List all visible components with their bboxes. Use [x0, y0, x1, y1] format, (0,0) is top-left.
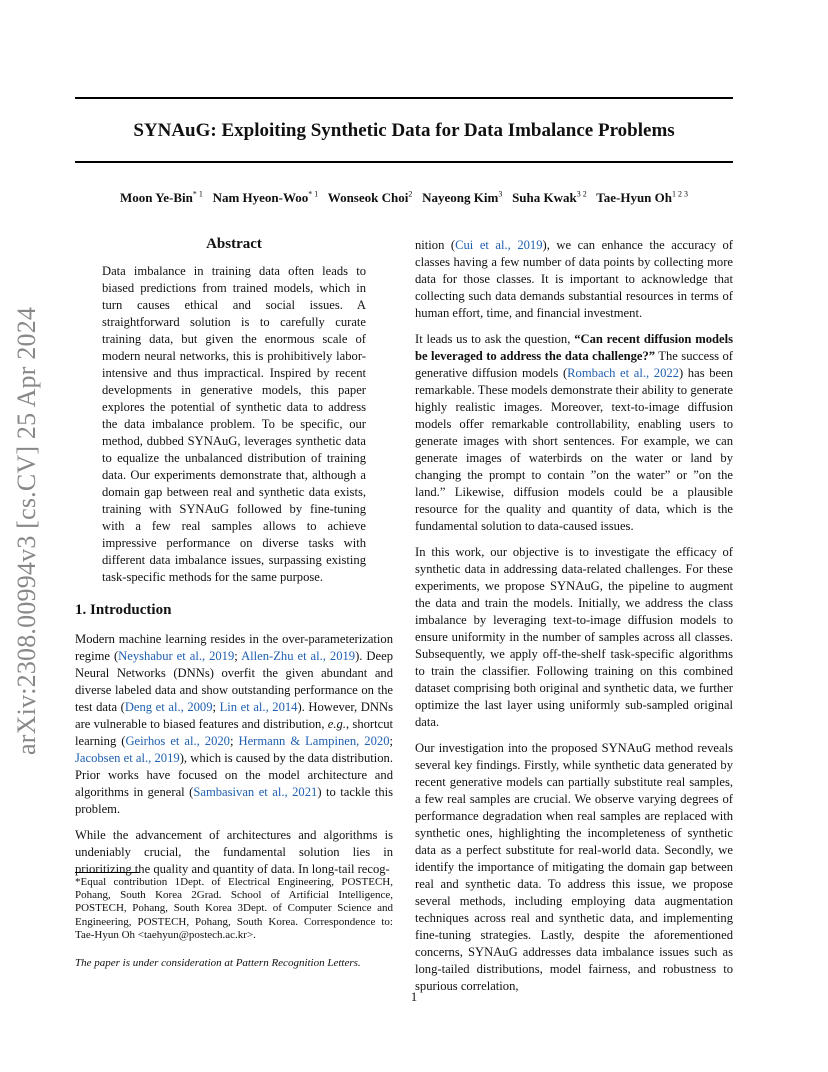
- citation-link[interactable]: Hermann & Lampinen, 2020: [238, 734, 390, 748]
- right-column: [415, 237, 733, 1004]
- paragraph: While the advancement of architectures and algorithms is undeniably crucial, the fundamental solution lies in prioritizing the quality and quantity of data. In long-tail recog-: [75, 828, 393, 876]
- review-notice: The paper is under consideration at Pattern Recognition Letters.: [75, 957, 361, 969]
- title-bottom-rule: [75, 161, 733, 163]
- citation-link[interactable]: Geirhos et al., 2020: [125, 734, 230, 748]
- title-top-rule: [75, 97, 733, 99]
- section-heading-introduction: 1. Introduction: [75, 602, 172, 618]
- citation-link[interactable]: Sambasivan et al., 2021: [193, 785, 318, 799]
- paragraph: It leads us to ask the question, “Can recent diffusion models be leveraged to address the data challenge?” The success of generative diffusion models (Rombach et al., 2022) has been remarkable. These models demonstrate their ability to generate highly realistic images. Moreover, text-to-image diffusion models offer remarkable controllability, enabling users to generate images with short sentences. For example, we can generate images of waterbirds on the water or land by changing the prompt to contain ”on the water” or ”on the land.” Likewise, diffusion models could be a plausible resource for the quality and quantity of data, which is the fundamental solution to data-caused issues.: [415, 332, 734, 533]
- paper-title: SYNAuG: Exploiting Synthetic Data for Data Imbalance Problems: [133, 120, 675, 141]
- abstract-text: Data imbalance in training data often leads to biased predictions from trained models, which in turn causes ethical and social issues. A straightforward solution is to carefully curate training data, but given the enormous scale of modern neural networks, this is prohibitively labor-intensive and thus impractical. Inspired by recent developments in generative models, this paper explores the potential of synthetic data to address the data imbalance problem. To be specific, our method, dubbed SYNAuG, leverages synthetic data to equalize the unbalanced distribution of training data. Our experiments demonstrate that, although a domain gap between real and synthetic data exists, training with SYNAuG followed by fine-tuning with a few real samples allows to achieve impressive performance on diverse tasks with different data imbalance issues, surpassing existing task-specific methods for the same purpose.: [102, 264, 366, 584]
- page-number: 1: [410, 990, 418, 1004]
- citation-link[interactable]: Deng et al., 2009: [124, 700, 213, 714]
- author: Moon Ye-Bin$^{* 1}$: [120, 190, 203, 206]
- citation-link[interactable]: Jacobsen et al., 2019: [75, 751, 180, 765]
- paragraph: nition (Cui et al., 2019), we can enhance the accuracy of classes having a few number of data points by collecting more data for those classes. It is important to acknowledge that collecting such data demands substantial resources in terms of human effort, time, and financial investment.: [415, 238, 733, 320]
- author: Nam Hyeon-Woo$^{* 1}$: [212, 190, 319, 206]
- footnote: *Equal contribution 1Dept. of Electrical Engineering, POSTECH, Pohang, South Korea 2Grad. School of Artificial Intelligence, POSTECH, Pohang, South Korea 3Dept. of Computer Science and Engineering, POSTECH, Pohang, South Korea. Correspondence to: Tae-Hyun Oh <taehyun@postech.ac.kr>.: [75, 876, 393, 941]
- introduction-left-column: [75, 631, 393, 887]
- author: Nayeong Kim$^3$: [422, 190, 503, 206]
- citation-link[interactable]: Allen-Zhu et al., 2019: [241, 649, 356, 663]
- citation-link[interactable]: Neyshabur et al., 2019: [118, 649, 235, 663]
- paragraph: In this work, our objective is to investigate the efficacy of synthetic data in addressing data-related challenges. For these experiments, we propose SYNAuG, the pipeline to augment the data and train the models. Initially, we address the class imbalance by leveraging text-to-image diffusion models to ensure uniformity in the number of samples across all classes. Subsequently, we apply off-the-shelf task-specific algorithms to train the classifier. Following training on this combined dataset comprising both original and synthetic data, we further optimize the last layer using uniformly sub-sampled original data.: [415, 545, 733, 729]
- author-list: [75, 190, 733, 206]
- citation-link[interactable]: Lin et al., 2014: [219, 700, 298, 714]
- citation-link[interactable]: Cui et al., 2019: [455, 238, 543, 252]
- citation-link[interactable]: Rombach et al., 2022: [567, 366, 679, 380]
- abstract-heading: Abstract: [206, 236, 262, 252]
- paragraph: Modern machine learning resides in the over-parameterization regime (Neyshabur et al., 2019; Allen-Zhu et al., 2019). Deep Neural Networks (DNNs) overfit the given abundant and diverse labeled data and show outstanding performance on the test data (Deng et al., 2009; Lin et al., 2014). However, DNNs are vulnerable to biased features and distribution, e.g., shortcut learning (Geirhos et al., 2020; Hermann & Lampinen, 2020; Jacobsen et al., 2019), which is caused by the data distribution. Prior works have focused on the model architecture and algorithms in general (Sambasivan et al., 2021) to tackle this problem.: [75, 632, 394, 816]
- paragraph: Our investigation into the proposed SYNAuG method reveals several key findings. Firstly, while synthetic data generated by recent generative models can partially substitute real samples, a few real samples are crucial. We observe varying degrees of performance degradation when real samples are replaced with synthetic ones, highlighting the incompleteness of synthetic data as a perfect substitute for real-world data. Secondly, we identify the importance of mitigating the domain gap between real and synthetic data. To address this issue, we propose several methods, including employing data augmentation techniques across real and synthetic data, and implementing fine-tuning strategies. Lastly, despite the aforementioned concerns, SYNAuG addresses data imbalance issues such as long-tailed distributions, model fairness, and robustness to spurious correlation,: [415, 741, 733, 993]
- author: Wonseok Choi$^2$: [327, 190, 413, 206]
- arxiv-identifier: arXiv:2308.00994v3 [cs.CV] 25 Apr 2024: [12, 306, 41, 755]
- footnote-rule: [75, 872, 139, 873]
- author: Suha Kwak$^{3 2}$: [512, 190, 587, 206]
- author: Tae-Hyun $Oh^{1 2 3}$: [596, 190, 688, 206]
